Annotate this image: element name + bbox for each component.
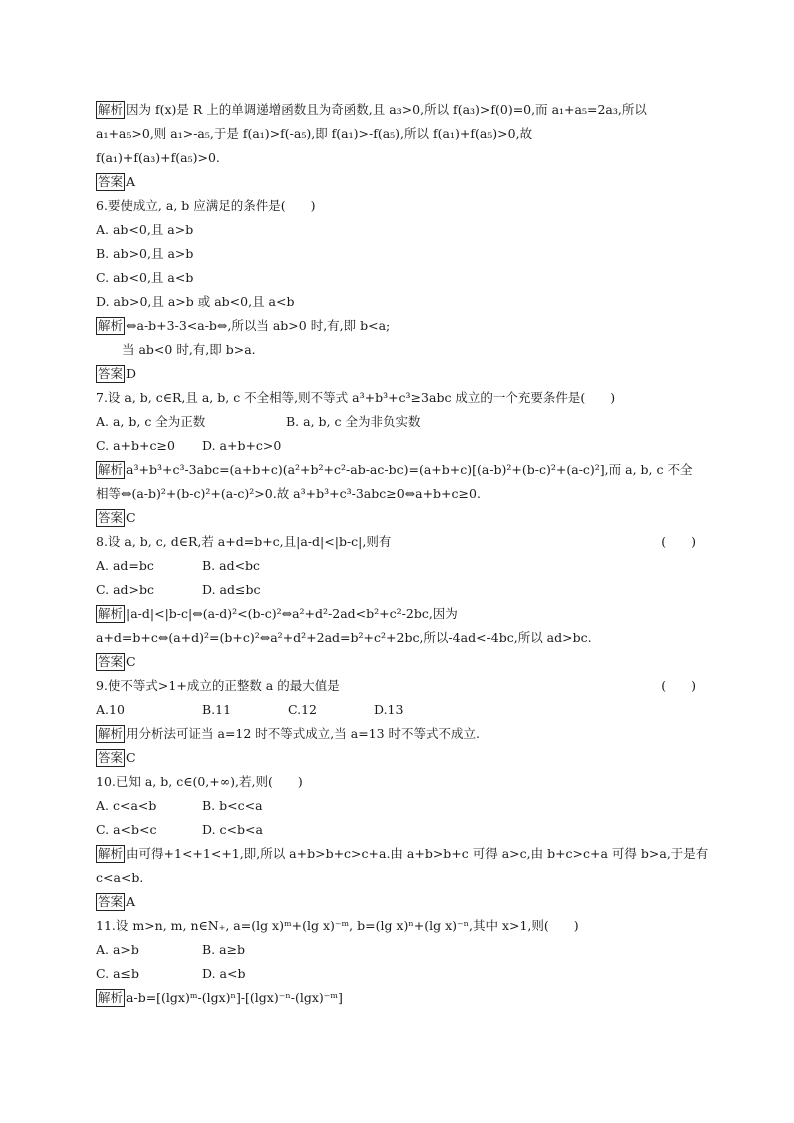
question-10-stem: 10.已知 a, b, c∈(0,+∞),若,则( ) (96, 774, 303, 789)
option-row (96, 818, 706, 842)
option-b: B. ab>0,且 a>b (96, 246, 194, 261)
answer-value: A (126, 174, 136, 189)
answer-tag: 答案 (98, 654, 124, 669)
question-9-stem: 9.使不等式>1+成立的正整数 a 的最大值是 (96, 678, 340, 693)
analysis-tag: 解析 (98, 102, 124, 117)
analysis-line (96, 722, 706, 746)
question-8-stem: 8.设 a, b, c, d∈R,若 a+d=b+c,且|a-d|<|b-c|,则有 (96, 534, 392, 549)
option-c: C. a≤b (96, 966, 139, 981)
answer-tag: 答案 (98, 510, 124, 525)
option (96, 266, 706, 290)
analysis-line (96, 146, 706, 170)
analysis-text: a+d=b+c⇔(a+d)²=(b+c)²⇔a²+d²+2ad=b²+c²+2bc,所以-4ad<-4bc,所以 ad>bc. (96, 630, 592, 645)
option-a: A. ad=bc (96, 558, 154, 573)
analysis-line (96, 602, 706, 626)
analysis-text: 用分析法可证当 a=12 时不等式成立,当 a=13 时不等式不成立. (126, 726, 481, 741)
analysis-text: |a-d|<|b-c|⇔(a-d)²<(b-c)²⇔a²+d²-2ad<b²+c²-2bc,因为 (126, 606, 458, 621)
option-a: A. a, b, c 全为正数 (96, 414, 206, 429)
answer-line (96, 506, 706, 530)
option-d: D.13 (374, 702, 404, 717)
answer-bracket: ( ) (661, 678, 696, 693)
question-7-stem: 7.设 a, b, c∈R,且 a, b, c 不全相等,则不等式 a³+b³+c³≥3abc 成立的一个充要条件是( ) (96, 390, 616, 405)
analysis-line (96, 98, 706, 122)
answer-value: A (126, 894, 136, 909)
analysis-line (96, 314, 706, 338)
option-b: B. a≥b (202, 942, 246, 957)
option-d: D. ab>0,且 a>b 或 ab<0,且 a<b (96, 294, 295, 309)
option-c: C. ad>bc (96, 582, 154, 597)
option-c: C. a<b<c (96, 822, 157, 837)
answer-tag: 答案 (98, 366, 124, 381)
option-row (96, 698, 706, 722)
analysis-tag: 解析 (98, 726, 124, 741)
option-a: A. c<a<b (96, 798, 157, 813)
option-d: D. a+b+c>0 (202, 438, 282, 453)
analysis-tag: 解析 (98, 318, 124, 333)
option-b: B. b<c<a (202, 798, 263, 813)
option-d: D. c<b<a (202, 822, 263, 837)
option-a: A. a>b (96, 942, 139, 957)
analysis-text: c<a<b. (96, 870, 144, 885)
answer-line (96, 746, 706, 770)
question-11-stem: 11.设 m>n, m, n∈N₊, a=(lg x)ᵐ+(lg x)⁻ᵐ, b=(lg x)ⁿ+(lg x)⁻ⁿ,其中 x>1,则( ) (96, 918, 579, 933)
document-page (96, 98, 709, 1010)
answer-value: C (126, 654, 136, 669)
question-stem (96, 914, 706, 938)
option-d: D. a<b (202, 966, 246, 981)
analysis-text: ⇔a-b+3-3<a-b⇔,所以当 ab>0 时,有,即 b<a; (126, 318, 391, 333)
option (96, 218, 706, 242)
option-row (96, 962, 706, 986)
option-row (96, 938, 706, 962)
question-stem (96, 194, 706, 218)
analysis-text: f(a₁)+f(a₃)+f(a₅)>0. (96, 150, 220, 165)
analysis-text: 由可得+1<+1<+1,即,所以 a+b>b+c>c+a.由 a+b>b+c 可得 a>c,由 b+c>c+a 可得 b>a,于是有 (126, 846, 709, 861)
option-b: B. a, b, c 全为非负实数 (286, 414, 421, 429)
answer-line (96, 362, 706, 386)
analysis-line (96, 842, 709, 866)
question-stem (96, 770, 706, 794)
answer-tag: 答案 (98, 750, 124, 765)
analysis-line (96, 626, 706, 650)
analysis-text: 相等⇔(a-b)²+(b-c)²+(a-c)²>0.故 a³+b³+c³-3abc≥0⇔a+b+c≥0. (96, 486, 481, 501)
option (96, 290, 706, 314)
question-stem (96, 674, 706, 698)
option-a: A. ab<0,且 a>b (96, 222, 194, 237)
option-row (96, 434, 706, 458)
option-b: B.11 (202, 702, 232, 717)
option-a: A.10 (96, 702, 125, 717)
analysis-text: a₁+a₅>0,则 a₁>-a₅,于是 f(a₁)>f(-a₅),即 f(a₁)>-f(a₅),所以 f(a₁)+f(a₅)>0,故 (96, 126, 533, 141)
analysis-line (96, 458, 706, 482)
option-row (96, 410, 706, 434)
option-d: D. ad≤bc (202, 582, 261, 597)
analysis-line (96, 122, 706, 146)
analysis-text: a³+b³+c³-3abc=(a+b+c)(a²+b²+c²-ab-ac-bc)=(a+b+c)[(a-b)²+(b-c)²+(a-c)²],而 a, b, c 不全 (126, 462, 693, 477)
answer-value: C (126, 510, 136, 525)
option-c: C.12 (288, 702, 317, 717)
analysis-line (96, 338, 706, 362)
option-c: C. ab<0,且 a<b (96, 270, 194, 285)
question-stem (96, 386, 706, 410)
answer-line (96, 650, 706, 674)
answer-tag: 答案 (98, 174, 124, 189)
analysis-text: a-b=[(lgx)ᵐ-(lgx)ⁿ]-[(lgx)⁻ⁿ-(lgx)⁻ᵐ] (126, 990, 343, 1005)
analysis-text: 当 ab<0 时,有,即 b>a. (122, 342, 256, 357)
analysis-tag: 解析 (98, 462, 124, 477)
answer-value: C (126, 750, 136, 765)
question-stem (96, 530, 706, 554)
option-row (96, 794, 706, 818)
answer-value: D (126, 366, 137, 381)
analysis-tag: 解析 (98, 990, 124, 1005)
option-row (96, 578, 706, 602)
analysis-line (96, 986, 706, 1010)
analysis-line (96, 866, 706, 890)
option-c: C. a+b+c≥0 (96, 438, 175, 453)
option-row (96, 554, 706, 578)
answer-line (96, 890, 706, 914)
question-6-stem: 6.要使成立, a, b 应满足的条件是( ) (96, 198, 316, 213)
analysis-text: 因为 f(x)是 R 上的单调递增函数且为奇函数,且 a₃>0,所以 f(a₃)>f(0)=0,而 a₁+a₅=2a₃,所以 (126, 102, 647, 117)
answer-bracket: ( ) (661, 534, 696, 549)
answer-tag: 答案 (98, 894, 124, 909)
analysis-line (96, 482, 706, 506)
option (96, 242, 706, 266)
analysis-tag: 解析 (98, 606, 124, 621)
option-b: B. ad<bc (202, 558, 261, 573)
analysis-tag: 解析 (98, 846, 124, 861)
answer-line (96, 170, 706, 194)
